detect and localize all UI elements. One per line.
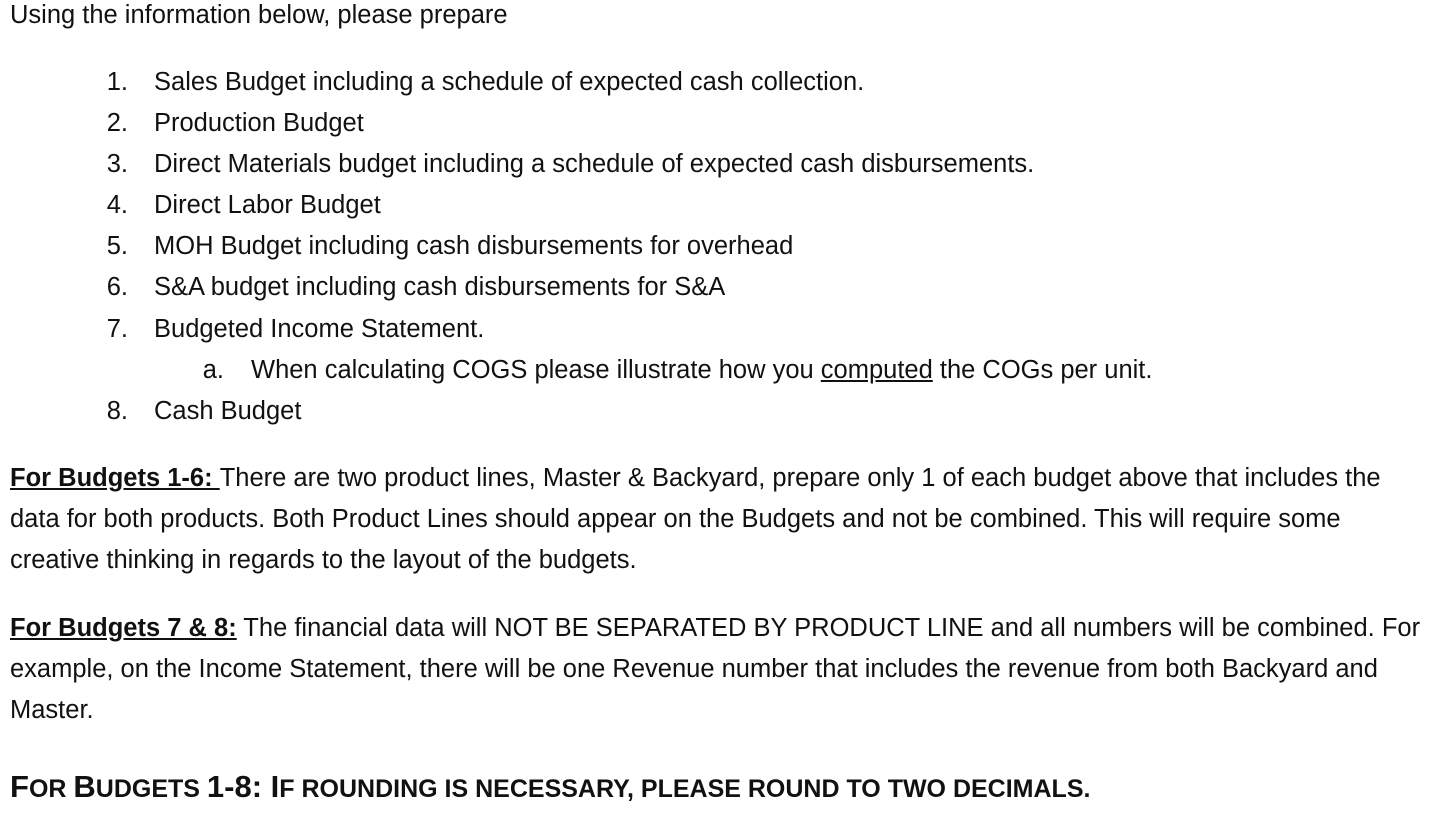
list-text: Sales Budget including a schedule of expected cash collection.	[154, 68, 865, 96]
list-number: 1.	[106, 68, 128, 96]
small-caps-initial: F	[10, 769, 29, 804]
list-number: 3.	[106, 150, 128, 178]
list-text: Production Budget	[154, 109, 364, 137]
sub-list-text	[251, 355, 1152, 385]
list-number: 4.	[106, 191, 128, 219]
list-text: Direct Labor Budget	[154, 191, 381, 219]
budgets-7-8-paragraph	[10, 608, 1425, 731]
list-number: 8.	[106, 397, 128, 425]
list-number: 2.	[106, 109, 128, 137]
budget-range: 1-8:	[206, 769, 271, 804]
list-number: 6.	[106, 273, 128, 301]
small-caps-rest: UDGETS	[95, 775, 207, 803]
budgets-1-6-label: For Budgets 1-6:	[10, 464, 220, 492]
list-text: Cash Budget	[154, 397, 302, 425]
small-caps-rest: F ROUNDING IS NECESSARY, PLEASE ROUND TO TWO DECIMALS.	[279, 775, 1091, 803]
list-number: 5.	[106, 232, 128, 260]
intro-text: Using the information below, please prepare	[10, 1, 508, 29]
sub-text-before: When calculating COGS please illustrate how you	[251, 356, 821, 384]
budgets-1-6-paragraph	[10, 458, 1425, 581]
sub-list-letter: a.	[202, 356, 224, 384]
list-text: S&A budget including cash disbursements for S&A	[154, 273, 726, 301]
small-caps-initial: B	[73, 769, 96, 804]
small-caps-rest: OR	[28, 775, 74, 803]
budgets-1-6-text: There are two product lines, Master & Backyard, prepare only 1 of each budget above that includes the data for both products. Both Product Lines should appear on the Budgets and not be combined. This will require some creative thinking in regards to the layout of the budgets.	[10, 464, 1381, 574]
list-number: 7.	[106, 315, 128, 343]
list-text: Budgeted Income Statement.	[154, 315, 485, 343]
underlined-word: computed	[820, 356, 933, 384]
rounding-instruction	[10, 762, 1430, 814]
list-text: MOH Budget including cash disbursements for overhead	[154, 232, 794, 260]
budgets-7-8-text: The financial data will NOT BE SEPARATED BY PRODUCT LINE and all numbers will be combined. For example, on the Income Statement, there will be one Revenue number that includes the revenue from both Backyard and Master.	[10, 614, 1421, 724]
list-text: Direct Materials budget including a schedule of expected cash disbursements.	[154, 150, 1035, 178]
budgets-7-8-label: For Budgets 7 & 8:	[10, 614, 237, 642]
sub-text-after: the COGs per unit.	[932, 356, 1153, 384]
small-caps-initial: I	[270, 769, 280, 804]
